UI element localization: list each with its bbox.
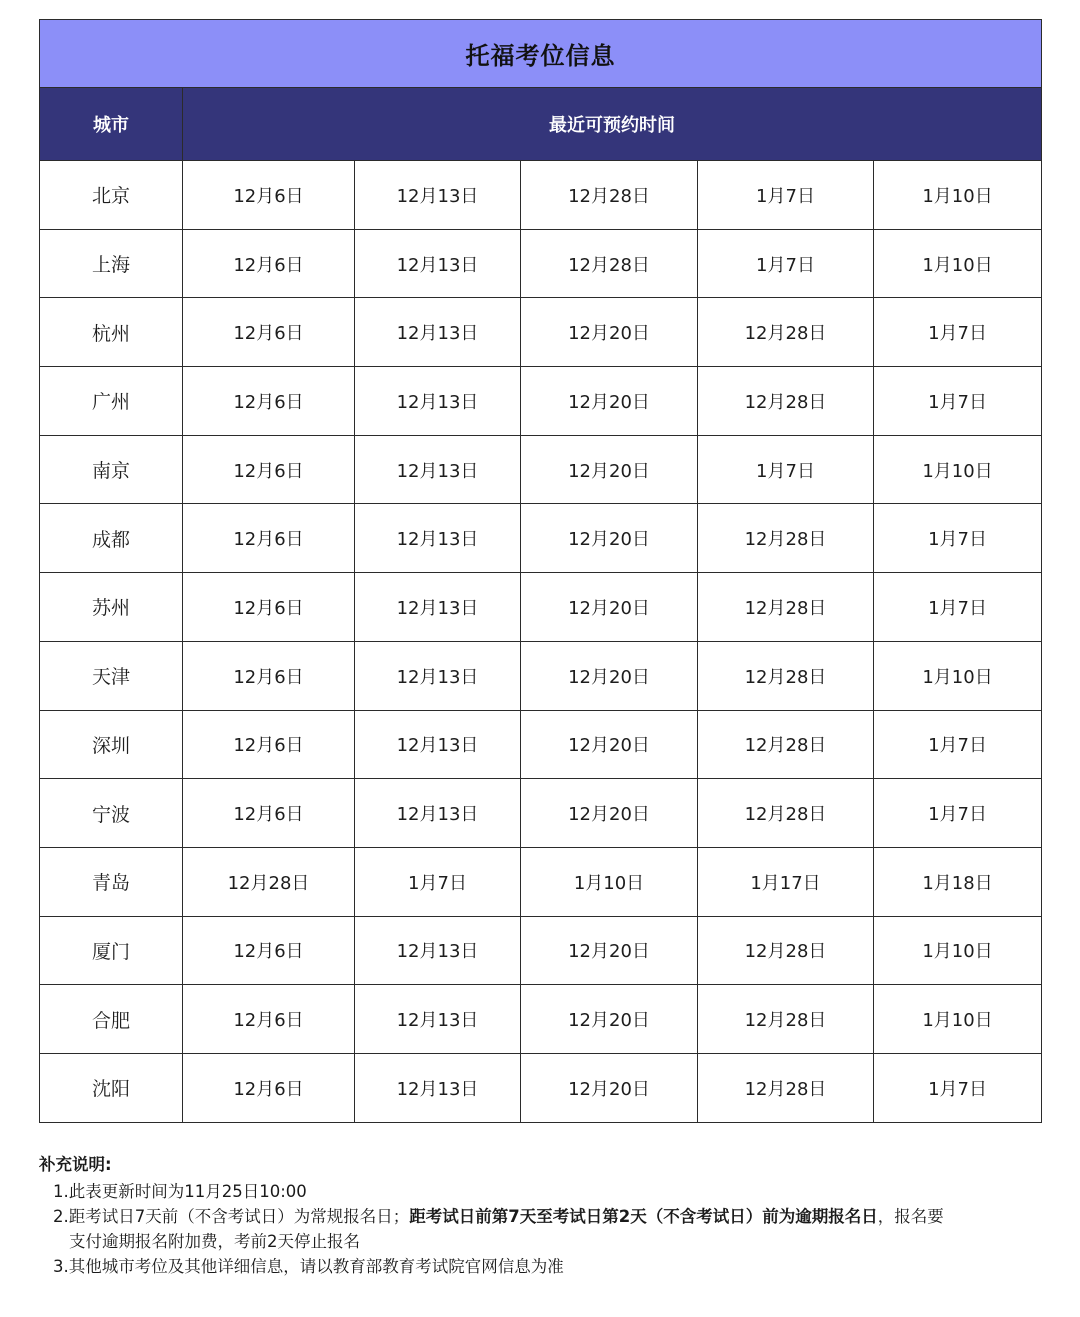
date-cell: 12月13日	[355, 1053, 521, 1122]
date-cell: 12月13日	[355, 367, 521, 436]
date-cell: 12月13日	[355, 504, 521, 573]
date-cell: 12月13日	[355, 298, 521, 367]
date-cell: 12月6日	[183, 298, 355, 367]
date-cell: 12月6日	[183, 779, 355, 848]
date-cell: 12月6日	[183, 161, 355, 230]
city-cell: 宁波	[40, 779, 183, 848]
table-row	[40, 847, 1042, 916]
toefl-seat-table	[39, 19, 1042, 1123]
date-cell: 12月28日	[698, 710, 874, 779]
table-row	[40, 161, 1042, 230]
table-row	[40, 641, 1042, 710]
table-row	[40, 710, 1042, 779]
date-cell: 12月6日	[183, 573, 355, 642]
date-cell: 1月10日	[874, 161, 1042, 230]
date-cell: 12月13日	[355, 641, 521, 710]
date-cell: 12月6日	[183, 504, 355, 573]
date-cell: 1月10日	[874, 435, 1042, 504]
date-cell: 12月20日	[521, 985, 698, 1054]
date-cell: 12月28日	[698, 641, 874, 710]
date-cell: 12月13日	[355, 229, 521, 298]
note-item-1: 1.此表更新时间为11月25日10:00	[53, 1182, 307, 1201]
date-cell: 1月7日	[698, 229, 874, 298]
date-cell: 12月6日	[183, 641, 355, 710]
city-cell: 厦门	[40, 916, 183, 985]
table-row	[40, 229, 1042, 298]
date-cell: 12月6日	[183, 1053, 355, 1122]
date-cell: 12月20日	[521, 367, 698, 436]
date-cell: 12月6日	[183, 710, 355, 779]
date-cell: 1月10日	[521, 847, 698, 916]
date-cell: 12月13日	[355, 916, 521, 985]
note-item-2-emphasis: 距考试日前第7天至考试日第2天（不含考试日）前为逾期报名日	[409, 1207, 878, 1226]
date-cell: 12月28日	[698, 298, 874, 367]
date-cell: 12月20日	[521, 573, 698, 642]
date-cell: 1月7日	[874, 573, 1042, 642]
table-row	[40, 435, 1042, 504]
note-item-2-text: 2.距考试日7天前（不含考试日）为常规报名日；	[53, 1207, 410, 1226]
date-cell: 12月20日	[521, 504, 698, 573]
date-cell: 1月7日	[874, 504, 1042, 573]
note-item-2-continuation: 支付逾期报名附加费，考前2天停止报名	[69, 1232, 360, 1251]
date-cell: 12月13日	[355, 435, 521, 504]
date-cell: 12月28日	[521, 229, 698, 298]
table-row	[40, 367, 1042, 436]
date-cell: 12月28日	[698, 573, 874, 642]
date-cell: 12月28日	[183, 847, 355, 916]
date-cell: 12月13日	[355, 985, 521, 1054]
date-cell: 1月10日	[874, 916, 1042, 985]
city-cell: 南京	[40, 435, 183, 504]
table-body	[40, 161, 1042, 1123]
date-cell: 12月20日	[521, 641, 698, 710]
date-cell: 1月7日	[874, 779, 1042, 848]
column-header-city: 城市	[40, 88, 183, 161]
table-row	[40, 504, 1042, 573]
toefl-seat-table-container	[39, 19, 1041, 1123]
table-row	[40, 298, 1042, 367]
city-cell: 杭州	[40, 298, 183, 367]
city-cell: 沈阳	[40, 1053, 183, 1122]
date-cell: 12月28日	[698, 504, 874, 573]
note-item-2-text-tail: ，报名要	[877, 1207, 944, 1226]
table-row	[40, 573, 1042, 642]
date-cell: 1月17日	[698, 847, 874, 916]
notes-title: 补充说明:	[39, 1155, 112, 1174]
date-cell: 12月28日	[698, 1053, 874, 1122]
date-cell: 12月20日	[521, 779, 698, 848]
date-cell: 12月6日	[183, 435, 355, 504]
date-cell: 1月10日	[874, 641, 1042, 710]
date-cell: 12月28日	[698, 916, 874, 985]
city-cell: 成都	[40, 504, 183, 573]
date-cell: 12月13日	[355, 573, 521, 642]
date-cell: 1月7日	[698, 435, 874, 504]
date-cell: 12月20日	[521, 435, 698, 504]
date-cell: 12月20日	[521, 710, 698, 779]
table-row	[40, 1053, 1042, 1122]
city-cell: 深圳	[40, 710, 183, 779]
date-cell: 1月7日	[874, 1053, 1042, 1122]
date-cell: 12月28日	[698, 367, 874, 436]
city-cell: 上海	[40, 229, 183, 298]
city-cell: 广州	[40, 367, 183, 436]
table-row	[40, 985, 1042, 1054]
date-cell: 12月28日	[698, 779, 874, 848]
date-cell: 12月20日	[521, 1053, 698, 1122]
date-cell: 12月13日	[355, 710, 521, 779]
date-cell: 12月28日	[698, 985, 874, 1054]
supplementary-notes	[39, 1152, 1041, 1279]
note-item-2	[39, 1204, 1041, 1229]
date-cell: 1月10日	[874, 985, 1042, 1054]
date-cell: 12月13日	[355, 161, 521, 230]
city-cell: 北京	[40, 161, 183, 230]
date-cell: 1月10日	[874, 229, 1042, 298]
date-cell: 1月7日	[874, 298, 1042, 367]
date-cell: 1月7日	[355, 847, 521, 916]
date-cell: 12月20日	[521, 298, 698, 367]
date-cell: 12月28日	[521, 161, 698, 230]
table-row	[40, 779, 1042, 848]
table-title: 托福考位信息	[40, 20, 1042, 88]
table-row	[40, 916, 1042, 985]
date-cell: 1月18日	[874, 847, 1042, 916]
date-cell: 1月7日	[698, 161, 874, 230]
date-cell: 12月13日	[355, 779, 521, 848]
note-item-3: 3.其他城市考位及其他详细信息，请以教育部教育考试院官网信息为准	[53, 1257, 564, 1276]
date-cell: 12月6日	[183, 985, 355, 1054]
column-header-dates: 最近可预约时间	[183, 88, 1042, 161]
date-cell: 12月20日	[521, 916, 698, 985]
date-cell: 12月6日	[183, 916, 355, 985]
city-cell: 青岛	[40, 847, 183, 916]
date-cell: 12月6日	[183, 229, 355, 298]
date-cell: 1月7日	[874, 710, 1042, 779]
city-cell: 苏州	[40, 573, 183, 642]
city-cell: 天津	[40, 641, 183, 710]
city-cell: 合肥	[40, 985, 183, 1054]
date-cell: 1月7日	[874, 367, 1042, 436]
date-cell: 12月6日	[183, 367, 355, 436]
